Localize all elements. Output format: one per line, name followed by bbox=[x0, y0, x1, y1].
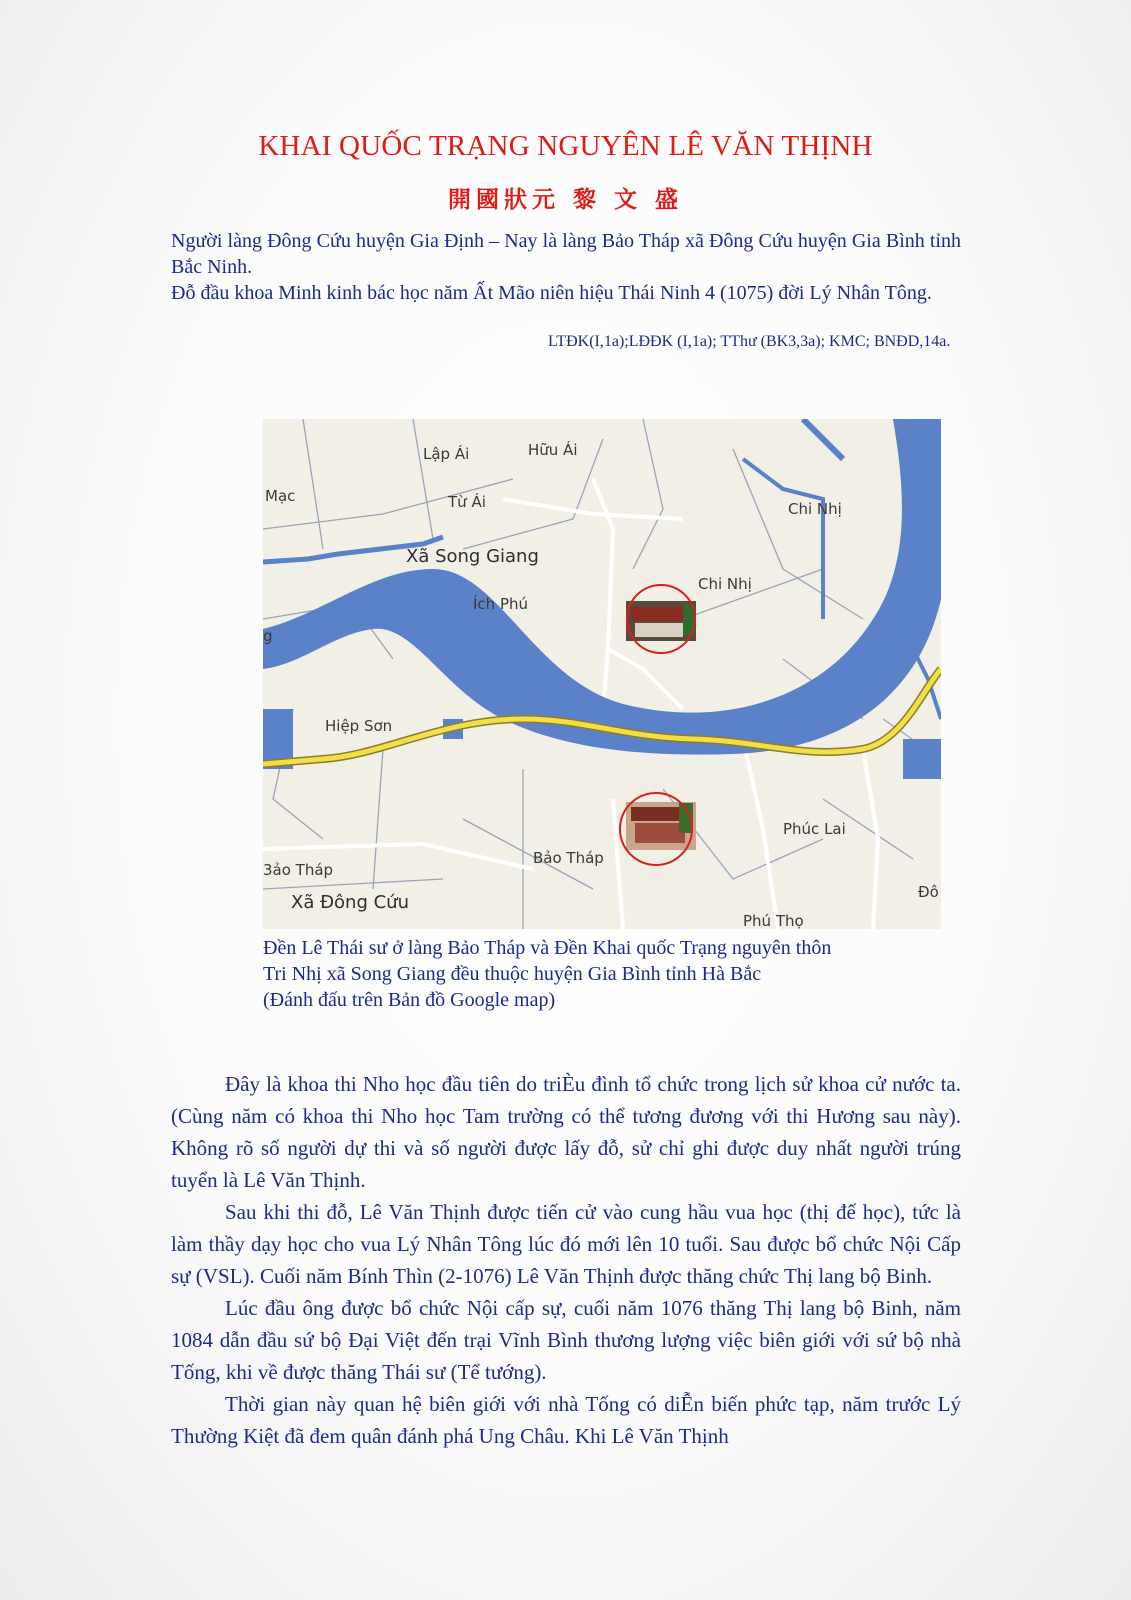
intro-line-origin: Người làng Đông Cứu huyện Gia Định – Nay là làng Bảo Tháp xã Đông Cứu huyện Gia Bình tỉnh Bắc Ninh. bbox=[171, 230, 961, 278]
map-label-phuc-lai: Phúc Lai bbox=[783, 820, 846, 838]
page-title: KHAI QUỐC TRẠNG NGUYÊN LÊ VĂN THỊNH bbox=[258, 130, 873, 162]
paragraph-3: Lúc đầu ông được bổ chức Nội cấp sự, cuối năm 1076 thăng Thị lang bộ Binh, năm 1084 dẫn đầu sứ bộ Đại Việt đến trại Vĩnh Bình thương lượng việc biên giới với sứ bộ nhà Tống, khi về được thăng Thái sư (Tể tướng). bbox=[171, 1296, 961, 1384]
body-text bbox=[171, 1068, 961, 1452]
map-label-do: Đô bbox=[918, 883, 939, 901]
map-label-g: g bbox=[263, 627, 273, 645]
intro-block bbox=[171, 228, 961, 306]
map-label-huu-ai: Hữu Ái bbox=[528, 441, 578, 459]
intro-line-exam: Đỗ đầu khoa Minh kinh bác học năm Ất Mão niên hiệu Thái Ninh 4 (1075) đời Lý Nhân Tông. bbox=[171, 282, 932, 304]
map-label-lap-ai: Lập Ái bbox=[423, 445, 470, 463]
map-label-mac: Mạc bbox=[265, 487, 296, 505]
paragraph-4: Thời gian này quan hệ biên giới với nhà Tống có diỄn biến phức tạp, năm trước Lý Thường Kiệt đã đem quân đánh phá Ung Châu. Khi Lê Văn Thịnh bbox=[171, 1392, 961, 1448]
map-image bbox=[263, 419, 941, 929]
map-pond-east bbox=[903, 739, 941, 779]
map-label-chi-nhi-top: Chi Nhị bbox=[788, 500, 842, 518]
map-label-hiep-son: Hiệp Sơn bbox=[325, 717, 393, 735]
caption-line-1: Đền Lê Thái sư ở làng Bảo Tháp và Đền Khai quốc Trạng nguyên thôn bbox=[263, 937, 832, 959]
map-label-tu-ai: Từ Ái bbox=[448, 493, 486, 511]
map-label-chi-nhi: Chi Nhị bbox=[698, 575, 752, 593]
map-label-xa-dong-cuu: Xã Đông Cứu bbox=[291, 892, 409, 913]
map-label-bao-thap: Bảo Tháp bbox=[533, 849, 604, 867]
map-caption bbox=[263, 935, 943, 1013]
map-label-ich-phu: Ích Phú bbox=[473, 595, 529, 613]
map-label-phu-tho: Phú Thọ bbox=[743, 912, 804, 929]
map-label-bao-thap-left: 3ảo Tháp bbox=[263, 861, 334, 879]
page-subtitle-chinese: 開國狀元 黎 文 盛 bbox=[447, 187, 684, 213]
caption-line-3: (Đánh đấu trên Bản đồ Google map) bbox=[263, 989, 556, 1011]
source-citation: LTĐK(I,1a);LĐĐK (I,1a); TThư (BK3,3a); KMC; BNĐD,14a. bbox=[548, 333, 951, 350]
caption-line-2: Tri Nhị xã Song Giang đều thuộc huyện Gia Bình tỉnh Hà Bắc bbox=[263, 963, 762, 985]
map-label-xa-song-giang: Xã Song Giang bbox=[406, 546, 539, 567]
paragraph-2: Sau khi thi đỗ, Lê Văn Thịnh được tiến cử vào cung hầu vua học (thị đế học), tức là làm thầy dạy học cho vua Lý Nhân Tông lúc đó mới lên 10 tuổi. Sau được bổ chức Nội Cấp sự (VSL). Cuối năm Bính Thìn (2-1076) Lê Văn Thịnh được thăng chức Thị lang bộ Binh. bbox=[171, 1200, 961, 1288]
paragraph-1: Đây là khoa thi Nho học đầu tiên do triÈu đình tổ chức trong lịch sử khoa cử nước ta. (Cùng năm có khoa thi Nho học Tam trường có thể tương đương với thi Hương sau này). Không rõ số người dự thi và số người được lấy đỗ, sử chỉ ghi được duy nhất người trúng tuyển là Lê Văn Thịnh. bbox=[171, 1072, 961, 1192]
